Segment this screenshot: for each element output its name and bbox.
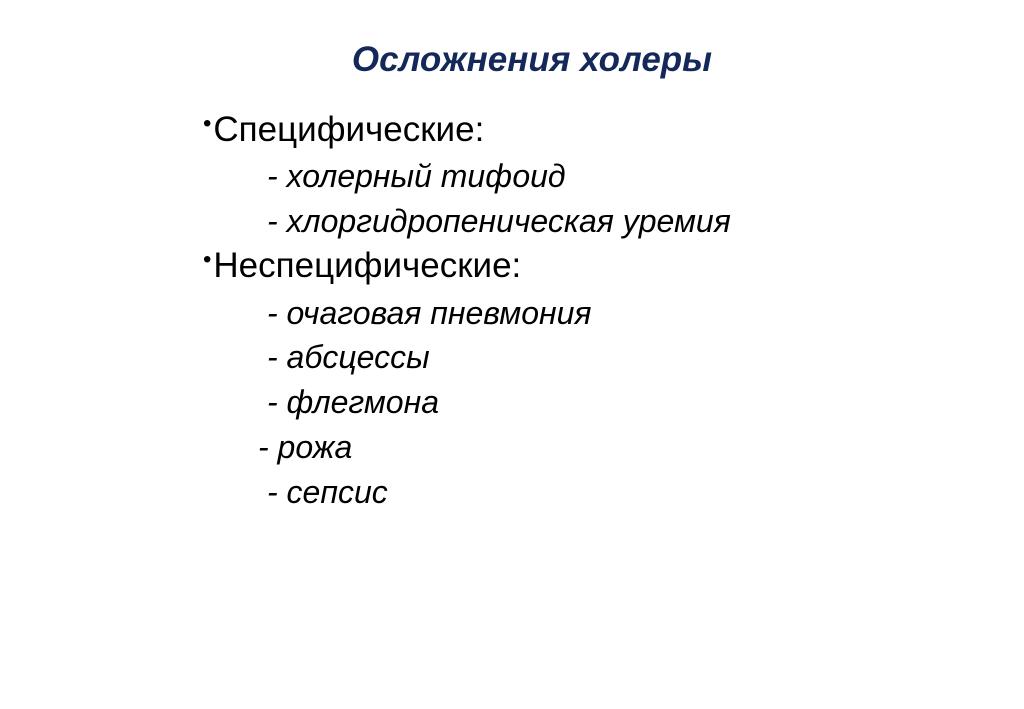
bullet-icon: • xyxy=(203,110,212,137)
section-heading-nonspecific xyxy=(203,246,521,286)
list-item: - рожа xyxy=(258,429,353,465)
list-item: - флегмона xyxy=(267,384,439,420)
list-item: - абсцессы xyxy=(267,339,430,375)
section-heading-label: Специфические: xyxy=(213,110,485,149)
slide-title: Осложнения холеры xyxy=(351,40,713,79)
list-item: - очаговая пневмония xyxy=(267,295,592,331)
list-item: - сепсис xyxy=(267,474,388,510)
bullet-icon: • xyxy=(203,246,212,273)
section-heading-label: Неспецифические: xyxy=(213,246,522,285)
list-item: - хлоргидропеническая уремия xyxy=(267,203,731,239)
section-heading-specific xyxy=(203,110,484,150)
list-item: - холерный тифоид xyxy=(267,158,566,194)
